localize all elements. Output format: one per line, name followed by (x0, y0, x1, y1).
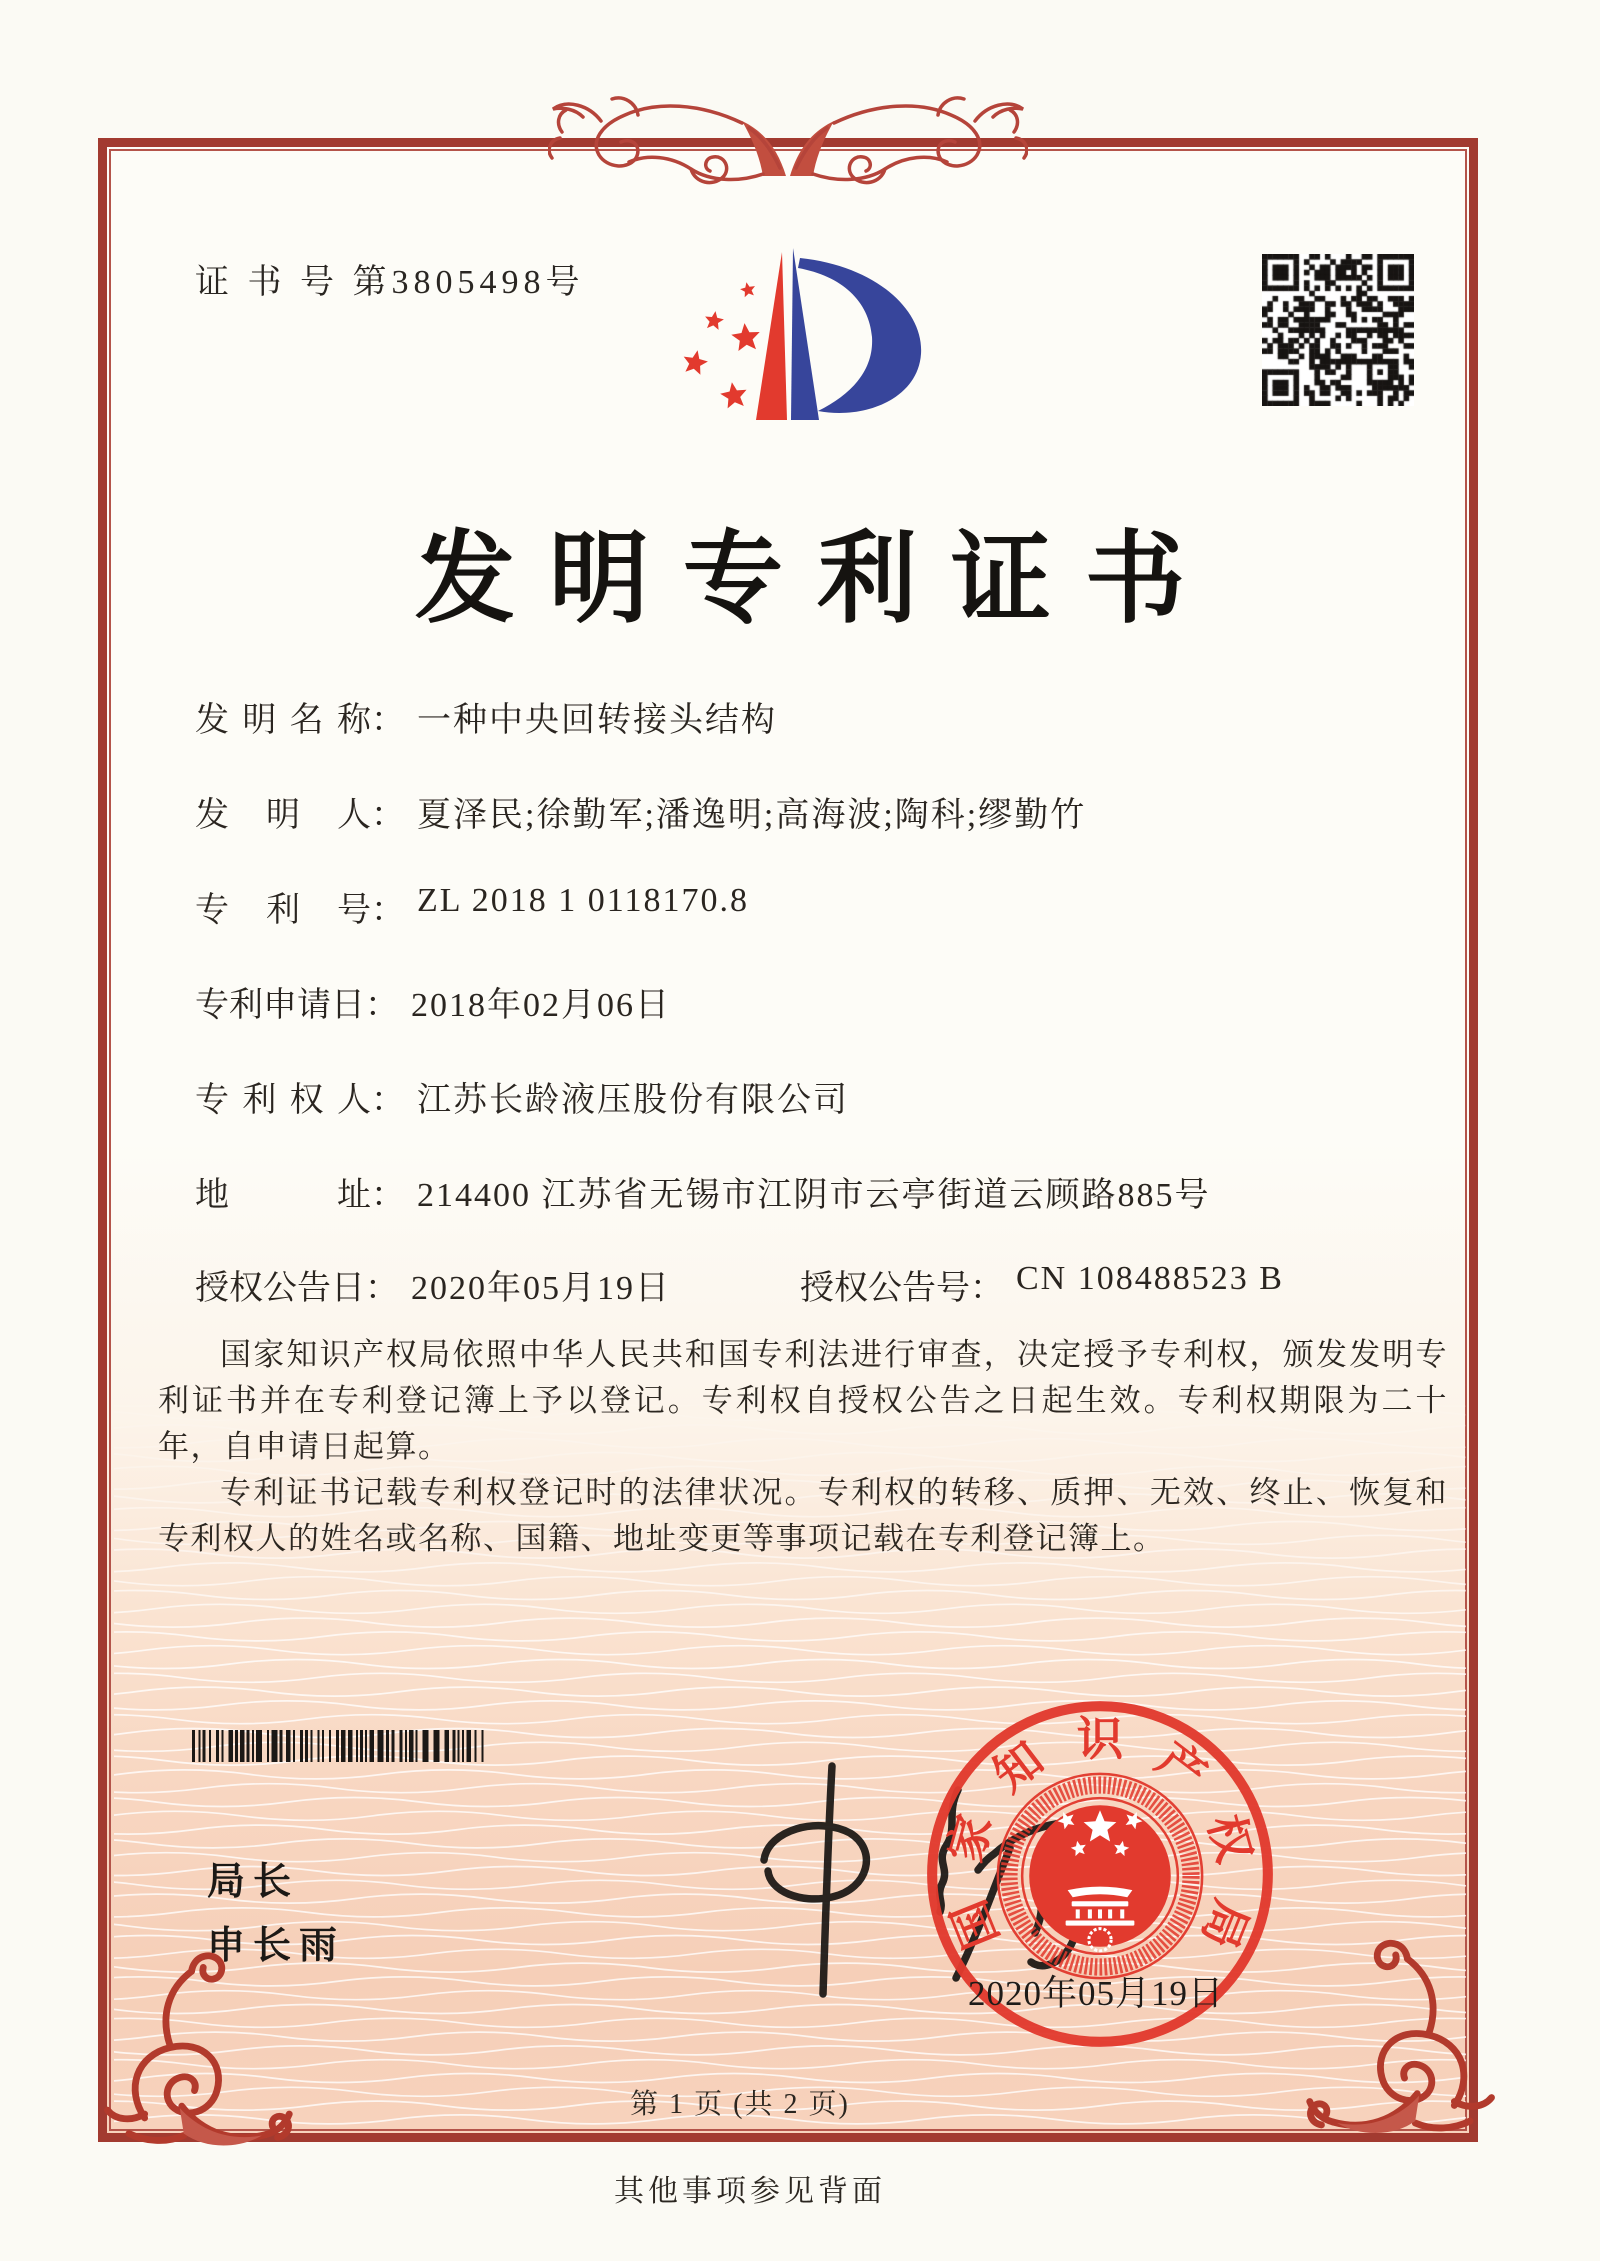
field-row-inventors (195, 787, 1086, 836)
qr-code (1262, 254, 1414, 406)
logo-stars (684, 282, 760, 408)
commissioner-name: 申长雨 (207, 1925, 346, 1967)
seal-date: 2020年05月19日 (968, 1974, 1225, 2013)
field-value: 214400 江苏省无锡市江阴市云亭街道云顾路885号 (417, 1177, 1211, 1214)
field-value: 2018年02月06日 (411, 987, 671, 1024)
field-value: 2020年05月19日 (411, 1270, 671, 1307)
field-colon: ： (371, 1177, 405, 1214)
field-colon: ： (365, 987, 399, 1024)
field-label: 发明人 (195, 797, 371, 834)
field-value: ZL 2018 1 0118170.8 (417, 882, 750, 919)
barcode (190, 1730, 490, 1762)
certificate-title: 发明专利证书 (415, 524, 1219, 635)
field-colon: ： (371, 702, 405, 739)
svg-text:知: 知 (985, 1733, 1054, 1803)
legal-paragraph-2: 专利证书记载专利权登记时的法律状况。专利权的转移、质押、无效、终止、恢复和专利权人的姓名或名称、国籍、地址变更等事项记载在专利登记簿上。 (158, 1475, 1448, 1556)
legal-text (158, 1332, 1448, 1562)
field-value: 一种中央回转接头结构 (417, 702, 777, 739)
field-label: 授权公告日 (195, 1270, 365, 1307)
field-colon: ： (371, 797, 405, 834)
field-row-grant-date (195, 1260, 671, 1309)
field-label: 专利号 (195, 892, 371, 929)
logo-blue-spike (791, 248, 819, 420)
svg-text:权: 权 (1197, 1809, 1260, 1868)
back-side-note: 其他事项参见背面 (614, 2175, 886, 2208)
svg-text:产: 产 (1146, 1733, 1215, 1803)
field-label: 地址 (195, 1177, 371, 1214)
field-value: 夏泽民;徐勤军;潘逸明;高海波;陶科;缪勤竹 (417, 797, 1087, 834)
field-row-patentee (195, 1072, 849, 1121)
legal-paragraph-1: 国家知识产权局依照中华人民共和国专利法进行审查，决定授予专利权，颁发发明专利证书并在专利登记簿上予以登记。专利权自授权公告之日起生效。专利权期限为二十年，自申请日起算。 (158, 1337, 1448, 1464)
field-label: 专利权人 (195, 1082, 371, 1119)
field-row-address (195, 1167, 1211, 1216)
cnipa-logo-icon (628, 218, 963, 458)
page-number: 第 1 页 (共 2 页) (630, 2089, 850, 2120)
field-colon: ： (970, 1270, 1004, 1307)
field-colon: ： (371, 892, 405, 929)
field-row-filing-date (195, 977, 671, 1026)
svg-text:国: 国 (944, 1892, 1009, 1955)
logo-p-bowl (798, 258, 921, 413)
logo-red-spike (756, 252, 787, 420)
field-label: 专利申请日 (195, 987, 365, 1024)
field-row-patent-number (195, 882, 749, 931)
field-colon: ： (371, 1082, 405, 1119)
commissioner-title: 局长 (207, 1861, 300, 1903)
field-row-grant-number (800, 1260, 1284, 1309)
certificate-number: 证 书 号 第3805498号 (195, 264, 585, 301)
field-label: 发明名称 (195, 702, 371, 739)
svg-text:识: 识 (1076, 1715, 1124, 1767)
svg-text:家: 家 (940, 1809, 1003, 1868)
field-row-invention-name (195, 692, 777, 741)
field-value: 江苏长龄液压股份有限公司 (417, 1082, 849, 1119)
field-value: CN 108488523 B (1016, 1260, 1284, 1297)
field-label: 授权公告号 (800, 1270, 970, 1307)
field-colon: ： (365, 1270, 399, 1307)
svg-text:局: 局 (1191, 1892, 1256, 1955)
